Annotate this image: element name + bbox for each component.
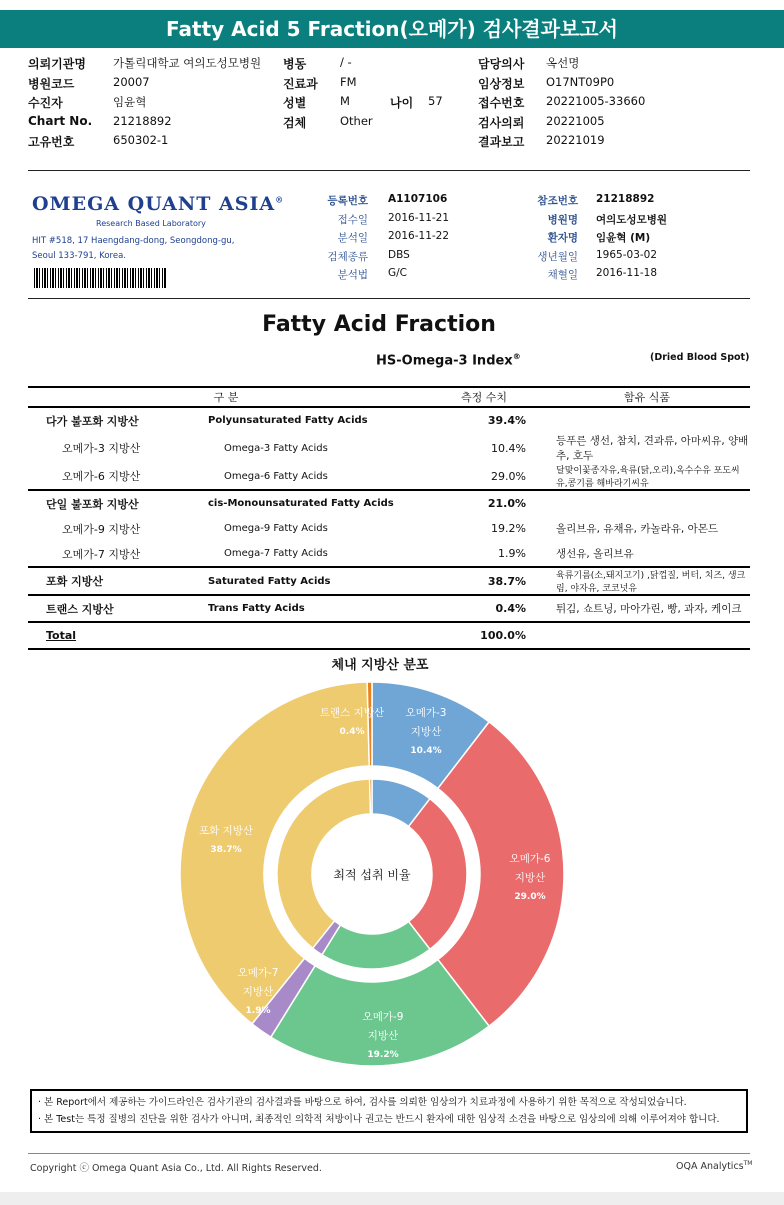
info_mid-value: A1107106 [388,193,448,205]
measured-value: 29.0% [491,469,526,483]
lab-tagline: Research Based Laboratory [96,219,206,228]
patient-field-value: 20007 [113,74,150,89]
category-ko: 다가 불포화 지방산 [46,414,139,428]
patient-field-value: 20221005-33660 [546,94,646,108]
info_mid-label: 접수일 [337,213,368,226]
lab-logo-text: OMEGA QUANT ASIA [32,193,276,215]
info_mid-value: 2016-11-22 [388,230,450,242]
slice-label-line1: 트랜스 지방산 [319,707,385,719]
food-sources: 육류기름(소,돼지고기) ,닭껍질, 버터, 치즈, 생크림, 야자유, 코코넛유 [544,567,750,595]
patient-field-value: 가톨릭대학교 여의도성모병원 [113,56,262,70]
food-sources: 튀김, 쇼트닝, 마아가린, 빵, 과자, 케이크 [544,595,750,622]
patient-field-value: FM [340,74,357,89]
slice-label-line1: 오메가-6 [509,853,551,865]
info_right-label: 참조번호 [537,195,578,207]
chart-title: 체내 지방산 분포 [331,658,429,673]
slice-label-percent: 1.9% [245,1006,271,1016]
patient-field-value: 57 [428,94,443,108]
patient-field-value: M [340,94,350,108]
table-row [28,516,750,541]
slice-label-percent: 19.2% [367,1050,399,1060]
table-row [28,407,750,433]
category-en: Omega-7 Fatty Acids [224,548,328,559]
measured-value: 39.4% [487,414,526,427]
col-header-food: 함유 식품 [544,387,750,407]
category-ko: 단일 불포화 지방산 [28,490,202,516]
slice-label-percent: 0.4% [339,727,365,737]
category-en: Trans Fatty Acids [202,595,424,622]
info_mid-label: 검체종류 [327,250,368,263]
patient-field-value: 임윤혁 [113,95,147,109]
info_right-value: 임윤혁 (M) [596,232,651,244]
category-en: cis-Monounsaturated Fatty Acids [202,490,424,516]
inner-ring-slice [409,799,467,950]
slice-label-line2: 지방산 [410,726,442,738]
slice-label-percent: 38.7% [210,845,242,855]
measured-value: 21.0% [424,490,544,516]
copyright-text: Copyright ⓒ Omega Quant Asia Co., Ltd. All Rights Reserved. [30,1163,322,1174]
category-ko: 트랜스 지방산 [28,595,202,622]
slice-label-line1: 오메가-3 [405,707,447,719]
measured-value: 38.7% [424,567,544,595]
category-en: Omega-9 Fatty Acids [224,523,328,534]
footer-brand-mark: TM [743,1160,753,1167]
patient-field-label: 검체 [283,115,307,130]
disclaimer-line: · 본 Test는 특정 질병의 진단을 위한 검사가 아니며, 최종적인 의학적 처방이나 권고는 반드시 환자에 대한 임상적 소견을 바탕으로 임상의에 의해 이루어져야 합니다. [38,1114,720,1125]
info_right-label: 생년월일 [537,250,578,263]
fatty-acid-donut-chart [0,670,784,1080]
omega-index-text: HS-Omega-3 Index [376,353,513,369]
food-sources: 올리브유, 유채유, 카놀라유, 아몬드 [556,523,719,535]
measured-value: 0.4% [424,595,544,622]
report-title: Fatty Acid 5 Fraction(오메가) 검사결과보고서 [166,17,618,41]
table-row [28,490,750,516]
slice-label-percent: 29.0% [514,892,546,902]
patient-field-label: 진료과 [283,76,318,91]
food-sources [544,407,750,433]
slice-label-line2: 지방산 [514,872,546,884]
info_mid-value: DBS [388,248,410,261]
patient-field-label: 의뢰기관명 [28,57,86,71]
lab-logo [32,193,284,215]
food-sources [544,622,750,649]
slice-label-percent: 10.4% [410,746,442,756]
info_right-label: 환자명 [547,232,578,244]
inner-ring-slice [370,779,372,814]
measured-value: 1.9% [498,547,526,560]
patient-field-label: 결과보고 [478,135,525,149]
slice-label-line1: 오메가-7 [237,967,279,979]
specimen-note: (Dried Blood Spot) [650,352,750,363]
table-row [28,567,750,595]
patient-field-label: 접수번호 [478,96,525,110]
patient-field-label: Chart No. [28,113,93,128]
patient-field-value: O17NT09P0 [546,74,615,89]
food-sources [544,490,750,516]
info_mid-value: 2016-11-21 [388,211,450,224]
col-header-value: 측정 수치 [424,387,544,407]
info_right-value: 2016-11-18 [596,267,658,279]
footer-divider [28,1153,750,1154]
patient-field-label: 나이 [390,96,414,110]
divider [28,170,750,171]
lab-address-line1: HIT #518, 17 Haengdang-dong, Seongdong-gu, [32,236,235,246]
slice-label-line1: 포화 지방산 [198,825,254,837]
patient-field-value: 21218892 [113,113,172,128]
category-ko: 오메가-3 지방산 [62,442,141,455]
patient-field-label: 임상정보 [478,76,525,91]
info_right-value: 21218892 [596,193,655,205]
barcode [34,268,166,288]
patient-field-value: 옥선명 [546,56,580,70]
info_right-value: 1965-03-02 [596,248,658,261]
footer-brand [676,1160,752,1172]
table-row [28,433,750,463]
patient-field-label: 병원코드 [28,76,75,91]
table-row [28,463,750,490]
info_right-label: 채혈일 [547,269,578,281]
category-en: Omega-6 Fatty Acids [224,470,328,482]
info_mid-label: 등록번호 [327,195,368,207]
patient-field-value: 20221005 [546,113,605,128]
disclaimer-box [30,1089,748,1133]
patient-field-value: Other [340,113,373,128]
category-en: Omega-3 Fatty Acids [224,442,328,454]
measured-value: 100.0% [424,622,544,649]
food-sources: 달맞이꽃종자유,육류(닭,오리),옥수수유 포도씨유,콩기름 해바라기씨유 [556,466,740,489]
omega-index-mark: ® [512,352,521,361]
fraction-title: Fatty Acid Fraction [262,312,496,337]
food-sources: 등푸른 생선, 참치, 견과류, 아마씨유, 양배추, 호두 [556,435,749,462]
patient-field-value: / - [340,55,352,69]
category-en: Polyunsaturated Fatty Acids [208,415,368,426]
slice-label-line2: 지방산 [367,1030,399,1042]
category-ko: 오메가-7 지방산 [62,547,141,561]
fatty-acid-table [28,386,750,650]
category-ko: Total [28,622,202,649]
patient-field-value: 650302-1 [113,133,169,147]
table-row [28,541,750,567]
patient-field-label: 고유번호 [28,135,75,149]
info_mid-value: G/C [388,267,408,279]
patient-field-label: 수진자 [28,96,63,110]
patient-field-label: 검사의뢰 [478,115,525,130]
measured-value: 19.2% [491,522,526,535]
report-title-bar [0,10,784,48]
measured-value: 10.4% [491,441,526,455]
category-ko: 포화 지방산 [28,567,202,595]
slice-label-line1: 오메가-9 [362,1011,404,1023]
divider [28,298,750,299]
table-row [28,595,750,622]
patient-field-label: 병동 [283,57,307,71]
info_right-label: 병원명 [547,213,578,226]
patient-field-label: 담당의사 [478,57,525,71]
table-row [28,622,750,649]
inner-ring-slice [277,779,370,948]
footer-brand-text: OQA Analytics [676,1161,744,1173]
category-en [202,622,424,649]
food-sources: 생선유, 올리브유 [556,548,634,560]
category-ko: 오메가-9 지방산 [62,522,141,536]
disclaimer-line: · 본 Report에서 제공하는 가이드라인은 검사기관의 검사결과를 바탕으로 하여, 검사를 의뢰한 임상의가 치료과정에 사용하기 위한 목적으로 작성되었습니다. [38,1097,687,1108]
lab-address-line2: Seoul 133-791, Korea. [32,251,126,261]
col-header-category: 구 분 [28,387,424,407]
info_mid-label: 분석법 [337,269,368,281]
bottom-strip [0,1192,784,1205]
info_right-value: 여의도성모병원 [596,213,668,226]
lab-logo-mark: ® [275,194,285,205]
slice-label-line2: 지방산 [242,986,274,998]
omega-index-subtitle [376,352,521,368]
category-en: Saturated Fatty Acids [202,567,424,595]
category-ko: 오메가-6 지방산 [62,470,141,483]
patient-field-value: 20221019 [546,133,605,147]
info_mid-label: 분석일 [337,232,368,244]
patient-field-label: 성별 [283,96,307,110]
center-label: 최적 섭취 비율 [333,868,411,882]
